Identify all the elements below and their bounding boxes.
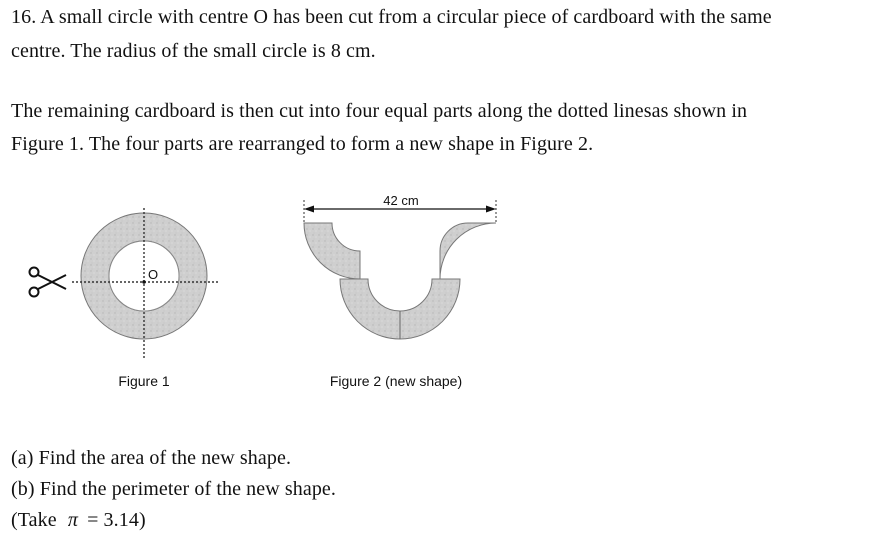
dimension-arrow-right — [486, 206, 496, 213]
problem-line-4: Figure 1. The four parts are rearranged to form a new shape in Figure 2. — [11, 133, 594, 155]
question-a: (a) Find the area of the new shape. — [11, 447, 292, 469]
question-c — [11, 509, 146, 532]
pi-value: = 3.14) — [87, 509, 146, 531]
problem-line-3: The remaining cardboard is then cut into four equal parts along the dotted linesas shown in — [11, 100, 748, 122]
problem-line-2: centre. The radius of the small circle is 8 cm. — [11, 40, 376, 62]
scissors-icon — [30, 268, 67, 297]
figure-1-caption: Figure 1 — [118, 373, 170, 389]
pi-symbol: π — [67, 509, 78, 531]
center-label: O — [148, 267, 159, 282]
figure-1 — [30, 208, 219, 389]
problem-line-1: 16. A small circle with centre O has been cut from a circular piece of cardboard with the same — [11, 6, 772, 28]
dimension-arrow-left — [304, 206, 314, 213]
question-b: (b) Find the perimeter of the new shape. — [11, 478, 337, 500]
figure-2-caption: Figure 2 (new shape) — [329, 373, 463, 389]
dimension-label: 42 cm — [383, 193, 419, 208]
figure-2 — [304, 193, 496, 389]
center-point — [142, 280, 146, 284]
right-quarter-piece — [440, 223, 496, 279]
pi-note-prefix: (Take — [11, 509, 57, 531]
left-quarter-piece — [304, 223, 360, 279]
